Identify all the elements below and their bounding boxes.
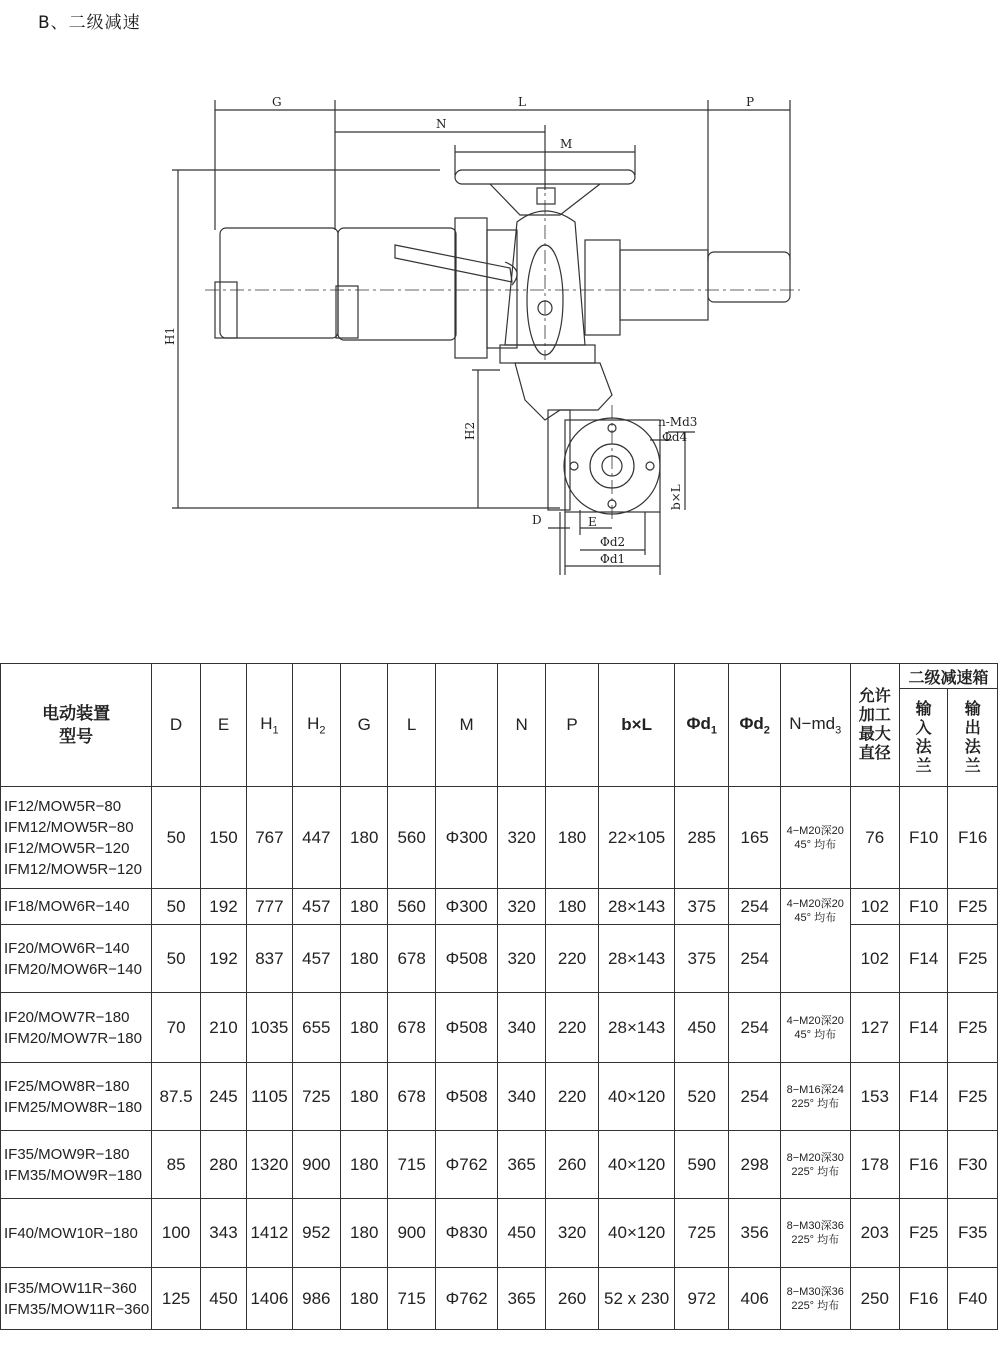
cell-h1: 1412 xyxy=(247,1199,292,1268)
cell-d2: 406 xyxy=(729,1268,780,1330)
cell-output-flange: F16 xyxy=(948,787,998,889)
header-m: M xyxy=(435,664,498,787)
cell-d1: 450 xyxy=(674,993,728,1063)
table-row xyxy=(1,993,998,1063)
dim-d-label: D xyxy=(532,513,542,527)
cell-input-flange: F14 xyxy=(899,993,947,1063)
header-output-flange: 输出法兰 xyxy=(948,689,998,787)
cell-h1: 1105 xyxy=(247,1063,292,1131)
cell-n: 320 xyxy=(498,787,545,889)
cell-m: Φ762 xyxy=(435,1268,498,1330)
cell-input-flange: F10 xyxy=(899,787,947,889)
cell-nmd3: 8−M30深36 225° 均布 xyxy=(780,1199,850,1268)
cell-nmd3: 4−M20深20 45° 均布 xyxy=(780,889,850,993)
cell-d2: 254 xyxy=(729,889,780,925)
cell-d1: 725 xyxy=(674,1199,728,1268)
header-h1: $H_1$ xyxy=(247,664,292,787)
header-input-flange: 输入法兰 xyxy=(899,689,947,787)
cell-p: 220 xyxy=(545,1063,598,1131)
cell-d2: 165 xyxy=(729,787,780,889)
cell-nmd3: 8−M16深24 225° 均布 xyxy=(780,1063,850,1131)
actuator-drawing xyxy=(0,80,1000,580)
spec-table xyxy=(0,663,998,1330)
cell-max-diameter: 153 xyxy=(850,1063,899,1131)
cell-m: Φ300 xyxy=(435,787,498,889)
cell-max-diameter: 102 xyxy=(850,889,899,925)
cell-p: 320 xyxy=(545,1199,598,1268)
dim-h2-label: H2 xyxy=(463,421,477,440)
cell-d: 85 xyxy=(152,1131,200,1199)
cell-l: 560 xyxy=(388,787,435,889)
cell-d1: 375 xyxy=(674,925,728,993)
cell-h2: 986 xyxy=(292,1268,340,1330)
dim-h1-label: H1 xyxy=(163,326,177,345)
table-row xyxy=(1,1131,998,1199)
cell-d1: 285 xyxy=(674,787,728,889)
header-p: P xyxy=(545,664,598,787)
cell-l: 900 xyxy=(388,1199,435,1268)
cell-e: 192 xyxy=(200,925,246,993)
model-cell: IF40/MOW10R−180 xyxy=(1,1199,152,1268)
cell-l: 715 xyxy=(388,1131,435,1199)
cell-d1: 520 xyxy=(674,1063,728,1131)
cell-bxl: 40×120 xyxy=(599,1131,675,1199)
cell-bxl: 52 x 230 xyxy=(599,1268,675,1330)
cell-d1: 375 xyxy=(674,889,728,925)
cell-input-flange: F14 xyxy=(899,925,947,993)
table-row xyxy=(1,787,998,889)
cell-d: 125 xyxy=(152,1268,200,1330)
cell-n: 365 xyxy=(498,1268,545,1330)
cell-h2: 655 xyxy=(292,993,340,1063)
cell-d2: 254 xyxy=(729,925,780,993)
cell-h2: 725 xyxy=(292,1063,340,1131)
cell-h2: 457 xyxy=(292,889,340,925)
cell-bxl: 28×143 xyxy=(599,993,675,1063)
dim-n-label: N xyxy=(436,117,447,131)
cell-e: 150 xyxy=(200,787,246,889)
cell-e: 280 xyxy=(200,1131,246,1199)
cell-d: 50 xyxy=(152,889,200,925)
model-cell: IF12/MOW5R−80 IFM12/MOW5R−80 IF12/MOW5R−120 IFM12/MOW5R−120 xyxy=(1,787,152,889)
cell-output-flange: F25 xyxy=(948,993,998,1063)
cell-g: 180 xyxy=(341,1268,388,1330)
cell-d: 50 xyxy=(152,925,200,993)
cell-h2: 447 xyxy=(292,787,340,889)
cell-d1: 972 xyxy=(674,1268,728,1330)
cell-max-diameter: 250 xyxy=(850,1268,899,1330)
cell-bxl: 40×120 xyxy=(599,1199,675,1268)
cell-m: Φ508 xyxy=(435,993,498,1063)
cell-n: 340 xyxy=(498,1063,545,1131)
header-e: E xyxy=(200,664,246,787)
cell-output-flange: F30 xyxy=(948,1131,998,1199)
model-cell: IF35/MOW9R−180 IFM35/MOW9R−180 xyxy=(1,1131,152,1199)
cell-g: 180 xyxy=(341,1063,388,1131)
cell-l: 678 xyxy=(388,925,435,993)
cell-m: Φ762 xyxy=(435,1131,498,1199)
cell-h1: 837 xyxy=(247,925,292,993)
cell-p: 220 xyxy=(545,993,598,1063)
dim-l-label: L xyxy=(518,95,526,109)
cell-d1: 590 xyxy=(674,1131,728,1199)
cell-h2: 900 xyxy=(292,1131,340,1199)
model-cell: IF35/MOW11R−360 IFM35/MOW11R−360 xyxy=(1,1268,152,1330)
cell-max-diameter: 203 xyxy=(850,1199,899,1268)
cell-nmd3: 8−M20深30 225° 均布 xyxy=(780,1131,850,1199)
cell-nmd3: 4−M20深20 45° 均布 xyxy=(780,787,850,889)
dim-bxl-label: b×L xyxy=(669,484,683,510)
cell-l: 678 xyxy=(388,1063,435,1131)
cell-e: 210 xyxy=(200,993,246,1063)
cell-bxl: 28×143 xyxy=(599,925,675,993)
dim-d2-label: Φd2 xyxy=(600,535,626,549)
dim-nmd3-label: n-Md3 xyxy=(658,415,698,429)
cell-output-flange: F25 xyxy=(948,1063,998,1131)
cell-output-flange: F35 xyxy=(948,1199,998,1268)
cell-e: 343 xyxy=(200,1199,246,1268)
cell-m: Φ300 xyxy=(435,889,498,925)
model-cell: IF20/MOW7R−180 IFM20/MOW7R−180 xyxy=(1,993,152,1063)
cell-d2: 356 xyxy=(729,1199,780,1268)
cell-nmd3: 8−M30深36 225° 均布 xyxy=(780,1268,850,1330)
cell-l: 715 xyxy=(388,1268,435,1330)
cell-max-diameter: 127 xyxy=(850,993,899,1063)
cell-bxl: 22×105 xyxy=(599,787,675,889)
cell-d: 100 xyxy=(152,1199,200,1268)
cell-max-diameter: 102 xyxy=(850,925,899,993)
dim-d1-label: Φd1 xyxy=(600,552,626,566)
cell-n: 320 xyxy=(498,925,545,993)
cell-e: 192 xyxy=(200,889,246,925)
cell-input-flange: F10 xyxy=(899,889,947,925)
cell-bxl: 28×143 xyxy=(599,889,675,925)
cell-input-flange: F14 xyxy=(899,1063,947,1131)
cell-d2: 254 xyxy=(729,993,780,1063)
cell-h1: 1320 xyxy=(247,1131,292,1199)
cell-n: 320 xyxy=(498,889,545,925)
header-d1: $\Phi d_1$ xyxy=(674,664,728,787)
header-h2: $H_2$ xyxy=(292,664,340,787)
cell-h1: 777 xyxy=(247,889,292,925)
cell-max-diameter: 178 xyxy=(850,1131,899,1199)
model-cell: IF25/MOW8R−180 IFM25/MOW8R−180 xyxy=(1,1063,152,1131)
cell-l: 560 xyxy=(388,889,435,925)
table-row xyxy=(1,1268,998,1330)
cell-g: 180 xyxy=(341,787,388,889)
cell-n: 365 xyxy=(498,1131,545,1199)
header-nmd3: $N-md_3$ xyxy=(780,664,850,787)
cell-m: Φ508 xyxy=(435,1063,498,1131)
cell-l: 678 xyxy=(388,993,435,1063)
header-l: L xyxy=(388,664,435,787)
cell-g: 180 xyxy=(341,993,388,1063)
cell-input-flange: F16 xyxy=(899,1131,947,1199)
cell-h1: 1035 xyxy=(247,993,292,1063)
model-cell: IF20/MOW6R−140 IFM20/MOW6R−140 xyxy=(1,925,152,993)
cell-h1: 767 xyxy=(247,787,292,889)
cell-n: 450 xyxy=(498,1199,545,1268)
header-d2: $\Phi d_2$ xyxy=(729,664,780,787)
cell-output-flange: F40 xyxy=(948,1268,998,1330)
cell-p: 180 xyxy=(545,889,598,925)
cell-m: Φ508 xyxy=(435,925,498,993)
table-row xyxy=(1,1063,998,1131)
model-cell: IF18/MOW6R−140 xyxy=(1,889,152,925)
cell-p: 260 xyxy=(545,1268,598,1330)
cell-p: 220 xyxy=(545,925,598,993)
cell-n: 340 xyxy=(498,993,545,1063)
table-row xyxy=(1,889,998,925)
cell-e: 450 xyxy=(200,1268,246,1330)
cell-d2: 254 xyxy=(729,1063,780,1131)
header-n: N xyxy=(498,664,545,787)
dim-d4-label: Φd4 xyxy=(662,430,688,444)
cell-h1: 1406 xyxy=(247,1268,292,1330)
cell-g: 180 xyxy=(341,889,388,925)
table-row xyxy=(1,1199,998,1268)
dim-p-label: P xyxy=(746,95,755,109)
dim-g-label: G xyxy=(272,95,282,109)
cell-max-diameter: 76 xyxy=(850,787,899,889)
header-g: G xyxy=(341,664,388,787)
section-title: B、二级减速 xyxy=(38,13,141,33)
cell-h2: 952 xyxy=(292,1199,340,1268)
dim-e-label: E xyxy=(588,515,597,529)
cell-output-flange: F25 xyxy=(948,889,998,925)
cell-p: 180 xyxy=(545,787,598,889)
cell-d: 70 xyxy=(152,993,200,1063)
cell-nmd3: 4−M20深20 45° 均布 xyxy=(780,993,850,1063)
cell-d: 50 xyxy=(152,787,200,889)
cell-d: 87.5 xyxy=(152,1063,200,1131)
cell-output-flange: F25 xyxy=(948,925,998,993)
cell-m: Φ830 xyxy=(435,1199,498,1268)
header-gearbox: 二级减速箱 xyxy=(899,664,997,689)
header-max-diameter: 允许加工最大直径 xyxy=(850,664,899,787)
header-model: 电动装置型号 xyxy=(1,664,152,787)
cell-g: 180 xyxy=(341,1199,388,1268)
cell-p: 260 xyxy=(545,1131,598,1199)
cell-e: 245 xyxy=(200,1063,246,1131)
cell-bxl: 40×120 xyxy=(599,1063,675,1131)
header-d: D xyxy=(152,664,200,787)
cell-h2: 457 xyxy=(292,925,340,993)
cell-d2: 298 xyxy=(729,1131,780,1199)
cell-g: 180 xyxy=(341,925,388,993)
dim-m-label: M xyxy=(560,137,573,151)
header-bxl: b×L xyxy=(599,664,675,787)
cell-g: 180 xyxy=(341,1131,388,1199)
cell-input-flange: F16 xyxy=(899,1268,947,1330)
cell-input-flange: F25 xyxy=(899,1199,947,1268)
